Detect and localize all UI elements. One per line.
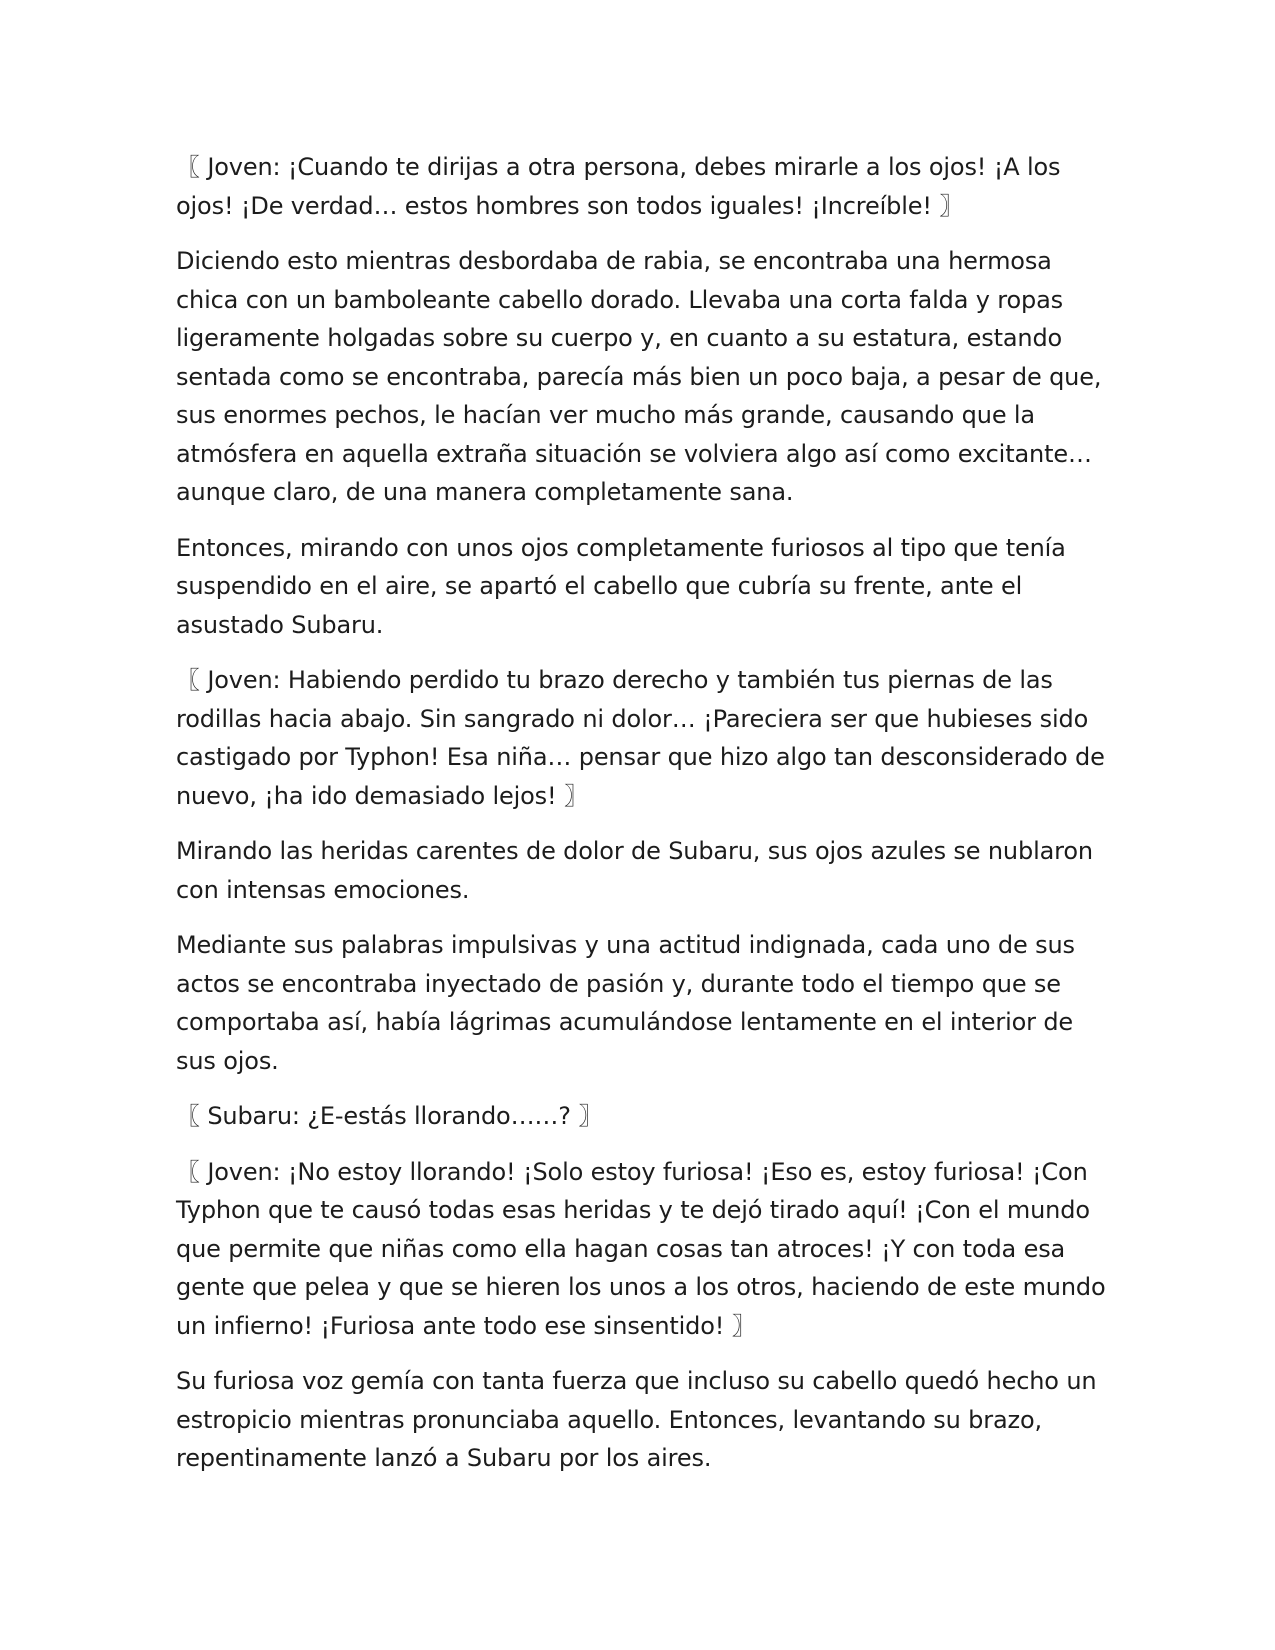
text-line: asustado Subaru. [176, 610, 384, 639]
text-line: un infierno! ¡Furiosa ante todo ese sinsentido! 〗 [176, 1311, 756, 1340]
text-line: nuevo, ¡ha ido demasiado lejos! 〗 [176, 781, 588, 810]
text-line: que permite que niñas como ella hagan cosas tan atroces! ¡Y con toda esa [176, 1234, 1066, 1263]
text-line: sentada como se encontraba, parecía más bien un poco baja, a pesar de que, [176, 362, 1102, 391]
narration-paragraph-3 [176, 832, 1096, 909]
text-line: Su furiosa voz gemía con tanta fuerza que incluso su cabello quedó hecho un [176, 1367, 1097, 1395]
text-line: ojos! ¡De verdad… estos hombres son todos iguales! ¡Increíble! 〗 [176, 191, 964, 220]
document-body [176, 148, 1106, 1495]
text-line: rodillas hacia abajo. Sin sangrado ni dolor… ¡Pareciera ser que hubieses sido [176, 704, 1089, 733]
text-line: 〖 Subaru: ¿E-estás llorando……? 〗 [176, 1102, 603, 1130]
text-line: 〖 Joven: ¡Cuando te dirijas a otra persona, debes mirarle a los ojos! ¡A los [176, 153, 1061, 181]
narration-paragraph-1 [176, 242, 1102, 512]
text-line: actos se encontraba inyectado de pasión y, durante todo el tiempo que se [176, 969, 1061, 998]
text-line: atmósfera en aquella extraña situación se volviera algo así como excitante… [176, 439, 1092, 468]
text-line: Diciendo esto mientras desbordaba de rabia, se encontraba una hermosa [176, 247, 1052, 275]
dialogue-paragraph-joven-2 [176, 661, 1105, 815]
text-line: Entonces, mirando con unos ojos completamente furiosos al tipo que tenía [176, 533, 1066, 562]
text-line: chica con un bamboleante cabello dorado. Llevaba una corta falda y ropas [176, 285, 1063, 314]
text-line: repentinamente lanzó a Subaru por los aires. [176, 1444, 712, 1472]
dialogue-paragraph-joven-1 [176, 148, 1096, 225]
narration-paragraph-5 [176, 1362, 1096, 1478]
text-line: sus ojos. [176, 1046, 279, 1075]
text-line: suspendido en el aire, se apartó el cabello que cubría su frente, ante el [176, 572, 1023, 600]
text-line: ligeramente holgadas sobre su cuerpo y, en cuanto a su estatura, estando [176, 324, 1063, 352]
text-line: aunque claro, de una manera completamente sana. [176, 478, 794, 506]
text-line: Mediante sus palabras impulsivas y una actitud indignada, cada uno de sus [176, 931, 1075, 959]
text-line: 〖 Joven: Habiendo perdido tu brazo derecho y también tus piernas de las [176, 666, 1053, 694]
text-line: castigado por Typhon! Esa niña… pensar que hizo algo tan desconsiderado de [176, 743, 1105, 771]
dialogue-paragraph-joven-3 [176, 1153, 1106, 1346]
text-line: Mirando las heridas carentes de dolor de Subaru, sus ojos azules se nublaron [176, 837, 1093, 865]
text-line: gente que pelea y que se hieren los unos a los otros, haciendo de este mundo [176, 1273, 1106, 1301]
text-line: con intensas emociones. [176, 875, 470, 904]
text-line: comportaba así, había lágrimas acumulándose lentamente en el interior de [176, 1008, 1074, 1036]
text-line: estropicio mientras pronunciaba aquello. Entonces, levantando su brazo, [176, 1405, 1042, 1434]
text-line: 〖 Joven: ¡No estoy llorando! ¡Solo estoy furiosa! ¡Eso es, estoy furiosa! ¡Con [176, 1157, 1088, 1186]
dialogue-paragraph-subaru [176, 1097, 1096, 1136]
narration-paragraph-2 [176, 529, 1096, 645]
text-line: sus enormes pechos, le hacían ver mucho más grande, causando que la [176, 401, 1035, 429]
narration-paragraph-4 [176, 926, 1096, 1080]
text-line: Typhon que te causó todas esas heridas y te dejó tirado aquí! ¡Con el mundo [176, 1196, 1090, 1224]
